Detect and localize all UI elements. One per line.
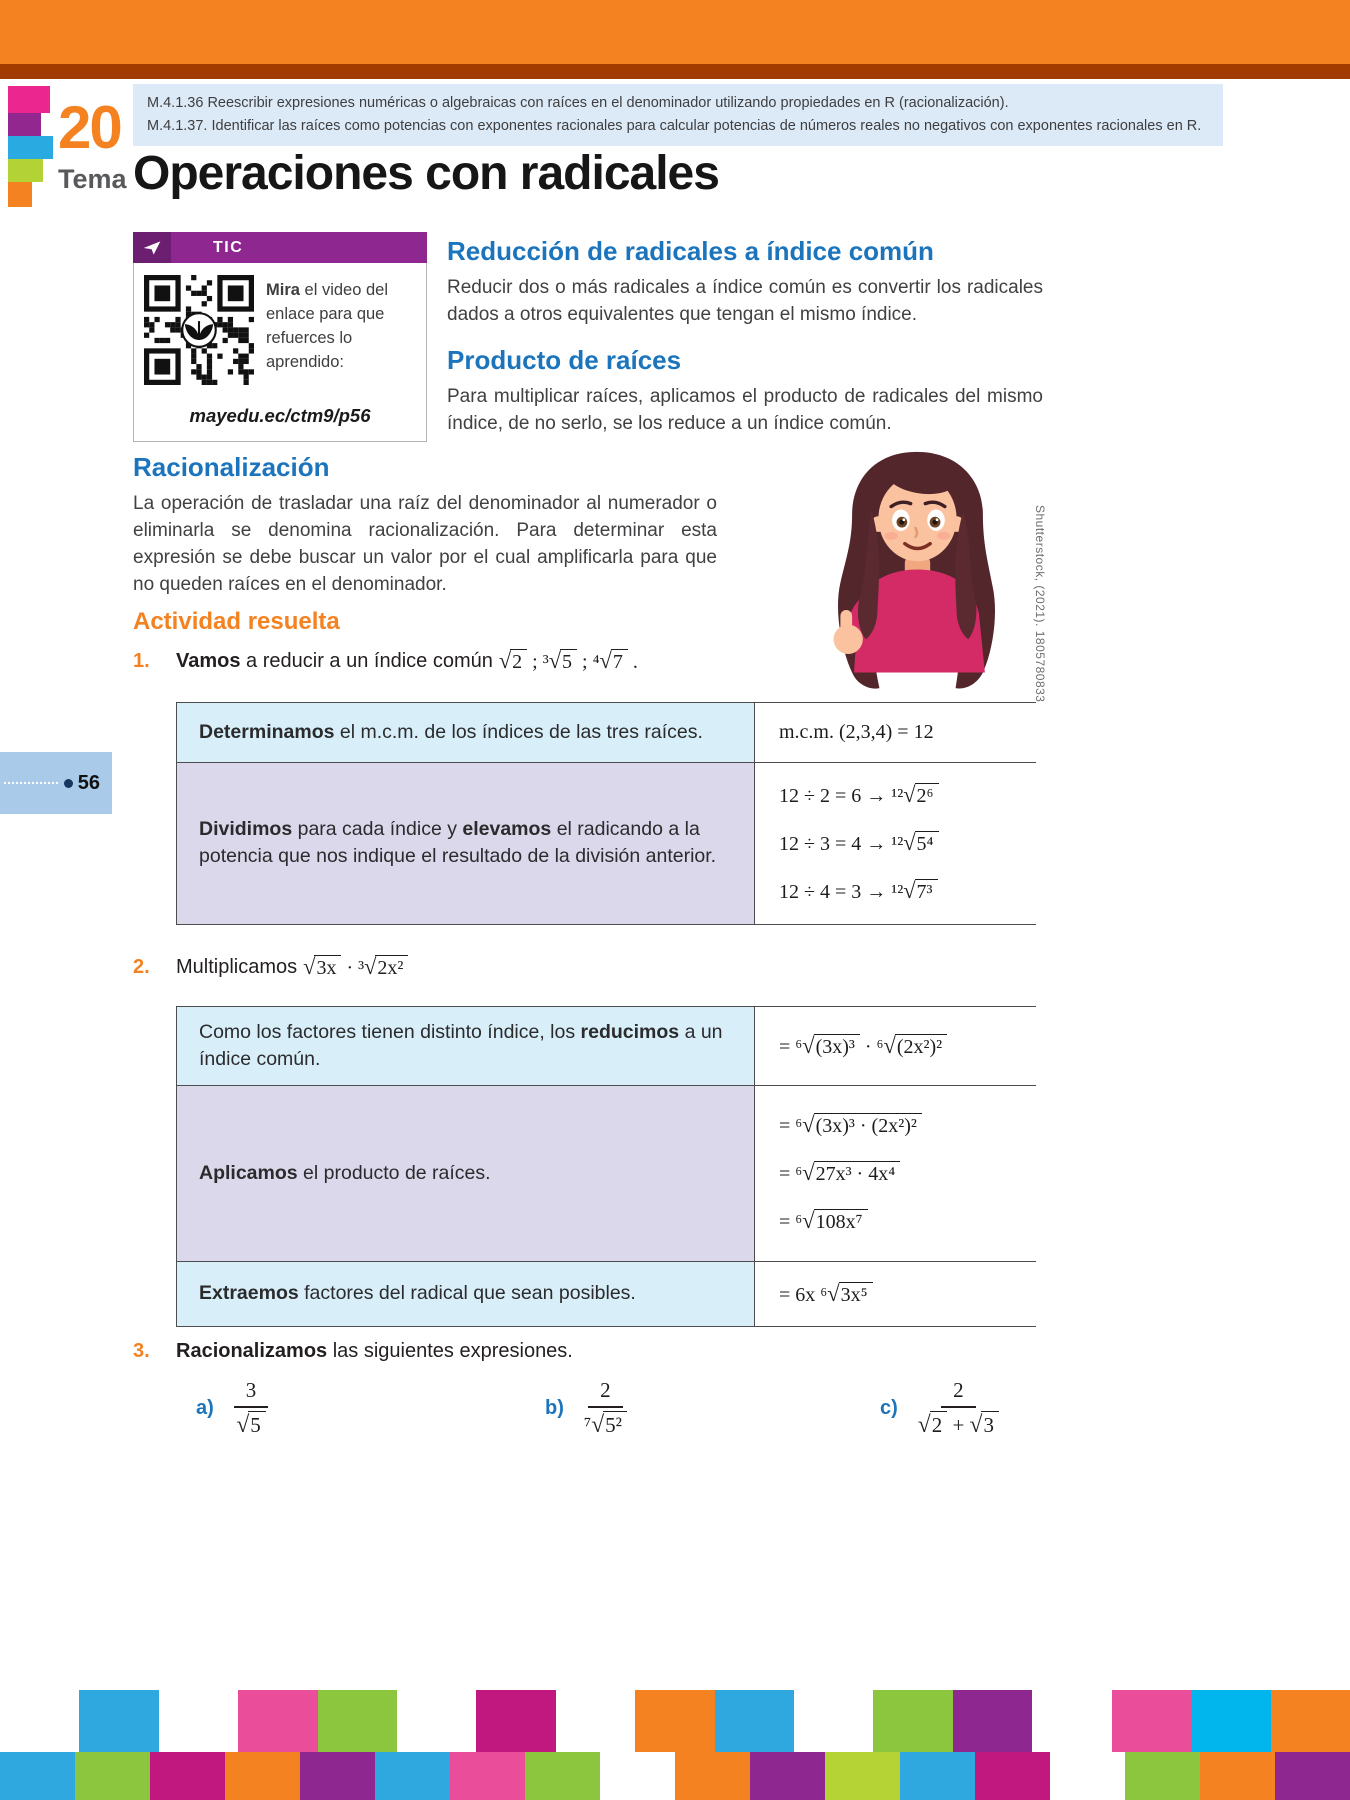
footer-stripe bbox=[450, 1752, 525, 1800]
denominator: √5 bbox=[236, 1408, 265, 1439]
activity-item-3 bbox=[133, 1340, 573, 1363]
footer-stripe bbox=[476, 1690, 555, 1752]
fraction bbox=[584, 1378, 627, 1439]
heading-reduccion: Reducción de radicales a índice común bbox=[447, 236, 934, 266]
footer-decoration bbox=[0, 1690, 1350, 1800]
color-square-blue bbox=[8, 136, 53, 159]
page-number-dot bbox=[64, 779, 73, 788]
table-row bbox=[177, 1007, 1035, 1085]
table-cell-step bbox=[177, 1262, 754, 1326]
tema-badge bbox=[8, 86, 148, 218]
color-square-pink bbox=[8, 86, 50, 113]
item-text: Racionalizamos las siguientes expresiones. bbox=[176, 1340, 573, 1362]
footer-stripe bbox=[825, 1752, 900, 1800]
table-row bbox=[177, 762, 1035, 924]
table-cell-step bbox=[177, 703, 754, 762]
table-producto-raices bbox=[176, 1006, 1036, 1327]
footer-stripe bbox=[79, 1690, 158, 1752]
footer-stripe bbox=[600, 1752, 675, 1800]
table-cell-math bbox=[754, 1262, 1037, 1326]
fraction bbox=[918, 1378, 999, 1439]
heading-producto: Producto de raíces bbox=[447, 344, 682, 375]
standard-line-2: M.4.1.37. Identificar las raíces como potencias con exponentes racionales para calcular potencias de números reales no negativos con exponentes racionales en R. bbox=[147, 118, 1202, 135]
tema-label: Tema bbox=[58, 164, 127, 194]
footer-stripe bbox=[1050, 1752, 1125, 1800]
footer-stripe bbox=[1200, 1752, 1275, 1800]
table-cell-step bbox=[177, 1086, 754, 1261]
footer-stripe bbox=[1125, 1752, 1200, 1800]
footer-stripe bbox=[0, 1690, 79, 1752]
footer-stripe bbox=[300, 1752, 375, 1800]
footer-stripe bbox=[225, 1752, 300, 1800]
step-text: Determinamos el m.c.m. de los índices de las tres raíces. bbox=[199, 721, 703, 744]
exercise-label: c) bbox=[880, 1397, 898, 1419]
exercise-label: b) bbox=[545, 1397, 564, 1419]
table-reduccion-indice bbox=[176, 702, 1036, 925]
step-text: Dividimos para cada índice y elevamos el radicando a la potencia que nos indique el resultado de la división anterior. bbox=[199, 818, 717, 868]
footer-stripe bbox=[525, 1752, 600, 1800]
footer-row1 bbox=[0, 1690, 1350, 1752]
table-cell-math bbox=[754, 1007, 1037, 1085]
math-line: 12 ÷ 2 = 6 → ¹²√2⁶ bbox=[779, 771, 1029, 819]
math-line: = ⁶√108x⁷ bbox=[779, 1197, 1029, 1245]
table-cell-step bbox=[177, 763, 754, 924]
tic-box bbox=[133, 232, 427, 442]
table-cell-math bbox=[754, 763, 1037, 924]
color-square-purple bbox=[8, 113, 41, 136]
footer-stripe bbox=[1032, 1690, 1111, 1752]
footer-stripe bbox=[715, 1690, 794, 1752]
footer-stripe bbox=[675, 1752, 750, 1800]
numerator: 3 bbox=[234, 1378, 269, 1408]
table-cell-step bbox=[177, 1007, 754, 1085]
footer-stripe bbox=[1191, 1690, 1270, 1752]
item-text: Multiplicamos bbox=[176, 955, 298, 978]
qr-code bbox=[144, 275, 254, 385]
top-orange-bar bbox=[0, 0, 1350, 64]
activity-item-2 bbox=[133, 954, 408, 980]
color-square-green bbox=[8, 159, 43, 182]
footer-stripe bbox=[975, 1752, 1050, 1800]
footer-row2 bbox=[0, 1752, 1350, 1800]
heading-racionalizacion: Racionalización bbox=[133, 452, 330, 482]
denominator: ⁷√5² bbox=[584, 1408, 627, 1439]
math-line: = ⁶√(3x)³ · ⁶√(2x²)² bbox=[779, 1022, 1029, 1070]
math-line: = ⁶√(3x)³ · (2x²)² bbox=[779, 1101, 1029, 1149]
footer-stripe bbox=[75, 1752, 150, 1800]
footer-stripe bbox=[900, 1752, 975, 1800]
table-row bbox=[177, 1261, 1035, 1326]
footer-stripe bbox=[953, 1690, 1032, 1752]
math-line: = 6x ⁶√3x⁵ bbox=[779, 1270, 1029, 1318]
footer-stripe bbox=[750, 1752, 825, 1800]
exercise-a bbox=[196, 1378, 268, 1439]
footer-stripe bbox=[873, 1690, 952, 1752]
footer-stripe bbox=[318, 1690, 397, 1752]
footer-stripe bbox=[0, 1752, 75, 1800]
item-number: 2. bbox=[133, 955, 150, 978]
table-cell-math bbox=[754, 1086, 1037, 1261]
body-producto: Para multiplicar raíces, aplicamos el producto de radicales del mismo índice, de no serlo, se los reduce a un índice común. bbox=[447, 385, 1043, 434]
tic-instruction: Mira el video del enlace para que refuerces lo aprendido: bbox=[266, 281, 388, 371]
step-text: Extraemos factores del radical que sean posibles. bbox=[199, 1282, 636, 1305]
item-math: √3x · ³√2x² bbox=[303, 954, 408, 980]
exercise-b bbox=[545, 1378, 627, 1439]
page-number-tab bbox=[0, 752, 112, 814]
tic-header bbox=[133, 232, 427, 263]
step-text: Aplicamos el producto de raíces. bbox=[199, 1161, 491, 1184]
girl-illustration bbox=[815, 436, 1020, 704]
math-line: = ⁶√27x³ · 4x⁴ bbox=[779, 1149, 1029, 1197]
activity-item-1 bbox=[133, 648, 638, 674]
table-row bbox=[177, 703, 1035, 762]
footer-stripe bbox=[238, 1690, 317, 1752]
numerator: 2 bbox=[588, 1378, 623, 1408]
racionalizacion-section bbox=[133, 452, 717, 615]
footer-stripe bbox=[1271, 1690, 1350, 1752]
tic-body bbox=[133, 263, 427, 442]
page-number: 56 bbox=[77, 771, 100, 794]
top-rust-bar bbox=[0, 64, 1350, 79]
math-line: m.c.m. (2,3,4) = 12 bbox=[779, 721, 934, 743]
standard-line-1: M.4.1.36 Reescribir expresiones numéricas o algebraicas con raíces en el denominador utilizando propiedades en R (racionalización). bbox=[147, 95, 1009, 111]
item-number: 3. bbox=[133, 1340, 150, 1362]
color-square-orange bbox=[8, 182, 32, 207]
body-reduccion: Reducir dos o más radicales a índice común es convertir los radicales dados a otros equivalentes que tengan el mismo índice. bbox=[447, 277, 1043, 325]
footer-stripe bbox=[794, 1690, 873, 1752]
footer-stripe bbox=[556, 1690, 635, 1752]
body-racionalizacion: La operación de trasladar una raíz del denominador al numerador o eliminarla se denomina racionalización. Para determinar esta expresión se debe buscar un valor por el cual amplificarla para que no queden raíces en el denominador. bbox=[133, 493, 717, 595]
exercise-c bbox=[880, 1378, 999, 1439]
table-row bbox=[177, 1085, 1035, 1261]
footer-stripe bbox=[1112, 1690, 1191, 1752]
paper-plane-icon bbox=[133, 232, 171, 263]
math-line: 12 ÷ 4 = 3 → ¹²√7³ bbox=[779, 867, 1029, 915]
footer-stripe bbox=[1275, 1752, 1350, 1800]
footer-stripe bbox=[635, 1690, 714, 1752]
theory-column bbox=[447, 236, 1043, 454]
item-number: 1. bbox=[133, 649, 150, 672]
footer-stripe bbox=[375, 1752, 450, 1800]
math-line: 12 ÷ 3 = 4 → ¹²√5⁴ bbox=[779, 819, 1029, 867]
fraction bbox=[234, 1378, 269, 1439]
numerator: 2 bbox=[941, 1378, 976, 1408]
step-text: Como los factores tienen distinto índice, los reducimos a un índice común. bbox=[199, 1021, 723, 1070]
photo-credit: Shutterstock, (2021). 1805780833 bbox=[1033, 505, 1047, 703]
denominator: √2 + √3 bbox=[918, 1408, 999, 1439]
dotted-leader bbox=[4, 782, 58, 784]
tic-label: TIC bbox=[213, 238, 244, 256]
footer-stripe bbox=[159, 1690, 238, 1752]
item-text: Vamos a reducir a un índice común bbox=[176, 649, 493, 672]
heading-actividad: Actividad resuelta bbox=[133, 608, 340, 635]
exercise-label: a) bbox=[196, 1397, 214, 1419]
table-cell-math bbox=[754, 703, 1037, 762]
standards-box bbox=[133, 84, 1223, 146]
footer-stripe bbox=[150, 1752, 225, 1800]
page-title: Operaciones con radicales bbox=[133, 147, 719, 200]
tic-link[interactable]: mayedu.ec/ctm9/p56 bbox=[189, 405, 371, 426]
tema-number: 20 bbox=[58, 94, 121, 161]
footer-stripe bbox=[397, 1690, 476, 1752]
item-math: √2 ; ³√5 ; ⁴√7 . bbox=[498, 648, 638, 673]
